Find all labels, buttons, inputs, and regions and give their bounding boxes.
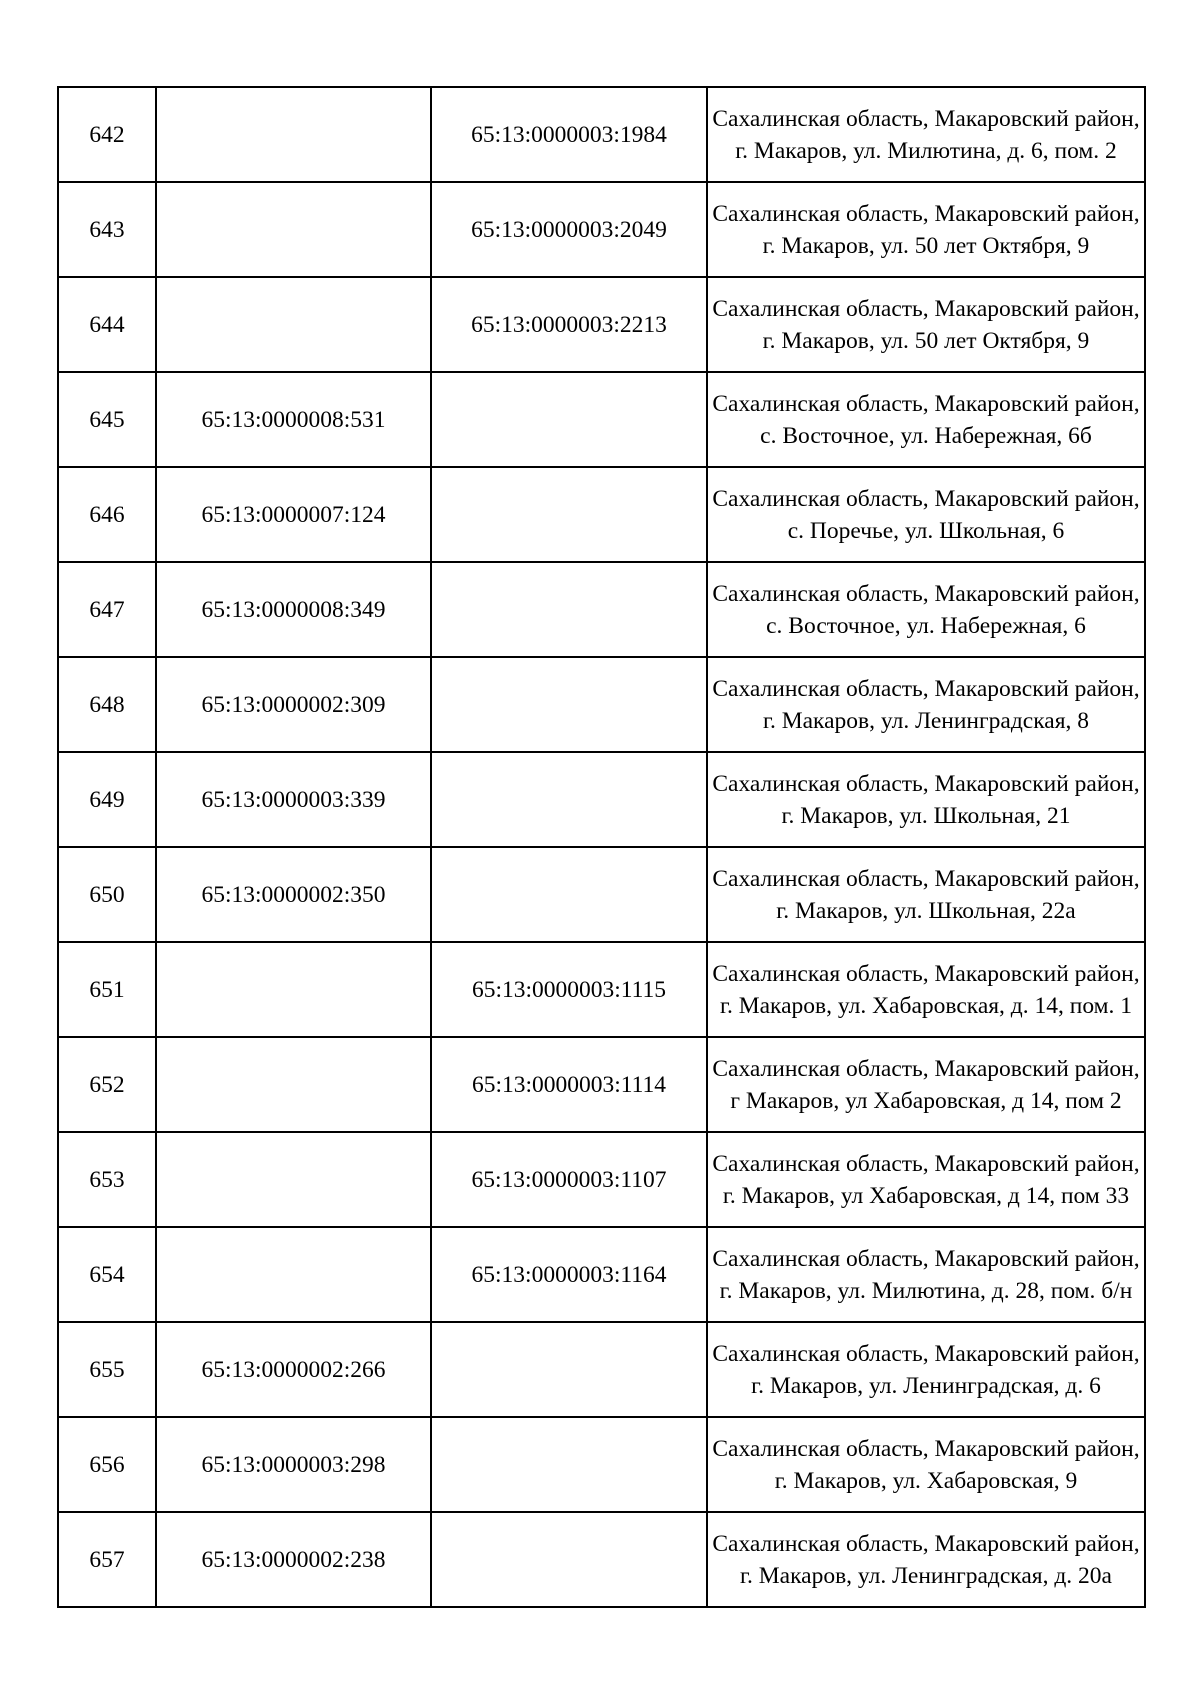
table-row	[58, 372, 1145, 467]
address-cell: Сахалинская область, Макаровский район, г Макаров, ул Хабаровская, д 14, пом 2	[707, 1037, 1145, 1132]
land-cadastral-cell: 65:13:0000003:298	[156, 1417, 431, 1512]
building-cadastral-cell: 65:13:0000003:1984	[431, 87, 707, 182]
table-row	[58, 942, 1145, 1037]
property-registry-table	[57, 86, 1146, 1608]
land-cadastral-cell: 65:13:0000002:309	[156, 657, 431, 752]
land-cadastral-cell	[156, 942, 431, 1037]
address-cell: Сахалинская область, Макаровский район, г. Макаров, ул. Хабаровская, д. 14, пом. 1	[707, 942, 1145, 1037]
building-cadastral-cell	[431, 372, 707, 467]
address-cell: Сахалинская область, Макаровский район, г. Макаров, ул. 50 лет Октября, 9	[707, 182, 1145, 277]
land-cadastral-cell	[156, 277, 431, 372]
row-number-cell: 657	[58, 1512, 156, 1607]
land-cadastral-cell: 65:13:0000007:124	[156, 467, 431, 562]
row-number-cell: 652	[58, 1037, 156, 1132]
building-cadastral-cell	[431, 1512, 707, 1607]
address-cell: Сахалинская область, Макаровский район, г. Макаров, ул. Школьная, 22а	[707, 847, 1145, 942]
land-cadastral-cell: 65:13:0000008:531	[156, 372, 431, 467]
building-cadastral-cell	[431, 847, 707, 942]
address-cell: Сахалинская область, Макаровский район, г. Макаров, ул. Милютина, д. 28, пом. б/н	[707, 1227, 1145, 1322]
row-number-cell: 651	[58, 942, 156, 1037]
address-cell: Сахалинская область, Макаровский район, г. Макаров, ул. Хабаровская, 9	[707, 1417, 1145, 1512]
table-row	[58, 562, 1145, 657]
row-number-cell: 649	[58, 752, 156, 847]
land-cadastral-cell: 65:13:0000002:350	[156, 847, 431, 942]
land-cadastral-cell: 65:13:0000008:349	[156, 562, 431, 657]
address-cell: Сахалинская область, Макаровский район, г. Макаров, ул. Ленинградская, д. 6	[707, 1322, 1145, 1417]
building-cadastral-cell	[431, 752, 707, 847]
row-number-cell: 653	[58, 1132, 156, 1227]
land-cadastral-cell	[156, 1037, 431, 1132]
address-cell: Сахалинская область, Макаровский район, г. Макаров, ул. Милютина, д. 6, пом. 2	[707, 87, 1145, 182]
building-cadastral-cell: 65:13:0000003:2049	[431, 182, 707, 277]
table-body	[58, 87, 1145, 1607]
table-row	[58, 277, 1145, 372]
table-row	[58, 1417, 1145, 1512]
land-cadastral-cell: 65:13:0000002:238	[156, 1512, 431, 1607]
table-row	[58, 1512, 1145, 1607]
table-row	[58, 467, 1145, 562]
land-cadastral-cell	[156, 182, 431, 277]
address-cell: Сахалинская область, Макаровский район, г. Макаров, ул. Ленинградская, 8	[707, 657, 1145, 752]
row-number-cell: 650	[58, 847, 156, 942]
building-cadastral-cell: 65:13:0000003:1114	[431, 1037, 707, 1132]
address-cell: Сахалинская область, Макаровский район, с. Поречье, ул. Школьная, 6	[707, 467, 1145, 562]
row-number-cell: 643	[58, 182, 156, 277]
building-cadastral-cell	[431, 562, 707, 657]
building-cadastral-cell	[431, 467, 707, 562]
row-number-cell: 654	[58, 1227, 156, 1322]
row-number-cell: 655	[58, 1322, 156, 1417]
land-cadastral-cell	[156, 1227, 431, 1322]
address-cell: Сахалинская область, Макаровский район, г. Макаров, ул Хабаровская, д 14, пом 33	[707, 1132, 1145, 1227]
table-row	[58, 87, 1145, 182]
table-row	[58, 1227, 1145, 1322]
land-cadastral-cell	[156, 1132, 431, 1227]
table-row	[58, 1037, 1145, 1132]
address-cell: Сахалинская область, Макаровский район, с. Восточное, ул. Набережная, 6	[707, 562, 1145, 657]
building-cadastral-cell	[431, 1322, 707, 1417]
row-number-cell: 644	[58, 277, 156, 372]
address-cell: Сахалинская область, Макаровский район, г. Макаров, ул. Школьная, 21	[707, 752, 1145, 847]
address-cell: Сахалинская область, Макаровский район, г. Макаров, ул. Ленинградская, д. 20а	[707, 1512, 1145, 1607]
building-cadastral-cell: 65:13:0000003:1164	[431, 1227, 707, 1322]
building-cadastral-cell: 65:13:0000003:2213	[431, 277, 707, 372]
row-number-cell: 642	[58, 87, 156, 182]
land-cadastral-cell: 65:13:0000003:339	[156, 752, 431, 847]
table-row	[58, 657, 1145, 752]
table-row	[58, 182, 1145, 277]
building-cadastral-cell: 65:13:0000003:1115	[431, 942, 707, 1037]
row-number-cell: 645	[58, 372, 156, 467]
row-number-cell: 646	[58, 467, 156, 562]
address-cell: Сахалинская область, Макаровский район, с. Восточное, ул. Набережная, 6б	[707, 372, 1145, 467]
table-row	[58, 752, 1145, 847]
row-number-cell: 656	[58, 1417, 156, 1512]
row-number-cell: 648	[58, 657, 156, 752]
address-cell: Сахалинская область, Макаровский район, г. Макаров, ул. 50 лет Октября, 9	[707, 277, 1145, 372]
table-row	[58, 847, 1145, 942]
building-cadastral-cell: 65:13:0000003:1107	[431, 1132, 707, 1227]
row-number-cell: 647	[58, 562, 156, 657]
building-cadastral-cell	[431, 657, 707, 752]
table-row	[58, 1322, 1145, 1417]
building-cadastral-cell	[431, 1417, 707, 1512]
table-row	[58, 1132, 1145, 1227]
land-cadastral-cell	[156, 87, 431, 182]
land-cadastral-cell: 65:13:0000002:266	[156, 1322, 431, 1417]
